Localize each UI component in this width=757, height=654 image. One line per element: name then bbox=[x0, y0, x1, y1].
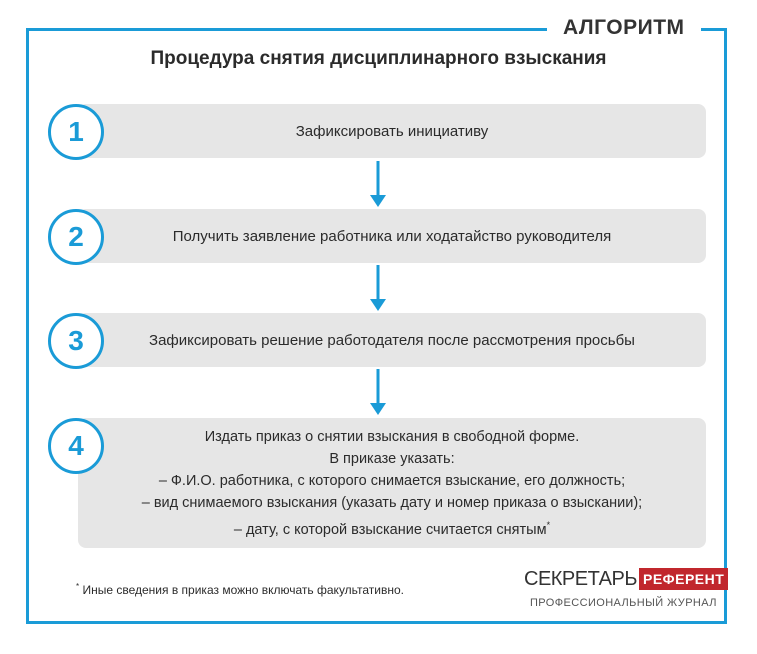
step-3-number-circle bbox=[48, 313, 104, 369]
brand-name-accent: РЕФЕРЕНТ bbox=[639, 568, 728, 590]
step-4-line: – Ф.И.О. работника, с которого снимается взыскание, его должность; bbox=[158, 472, 626, 489]
step-3-number: 3 bbox=[68, 325, 84, 356]
step-1-number: 1 bbox=[68, 116, 84, 147]
step-2-number-circle bbox=[48, 209, 104, 265]
footnote-reference: * bbox=[546, 519, 551, 530]
step-3-text: Зафиксировать решение работодателя после рассмотрения просьбы bbox=[149, 331, 635, 349]
arrow-down-icon bbox=[370, 369, 386, 415]
step-2-text: Получить заявление работника или ходатайство руководителя bbox=[172, 227, 612, 245]
step-4-line: – дату, с которой взыскание считается снятым bbox=[233, 521, 547, 538]
footnote-mark: * bbox=[76, 582, 80, 591]
step-3-box bbox=[78, 313, 706, 367]
step-4-number: 4 bbox=[68, 430, 84, 461]
step-4-line: В приказе указать: bbox=[329, 450, 455, 467]
step-4-line: – вид снимаемого взыскания (указать дату и номер приказа о взыскании); bbox=[141, 494, 643, 511]
arrow-down-icon bbox=[370, 265, 386, 311]
page-title: Процедура снятия дисциплинарного взыскания bbox=[150, 48, 607, 69]
brand-logo bbox=[524, 568, 728, 590]
step-1-text: Зафиксировать инициативу bbox=[295, 122, 489, 140]
step-4-number-circle bbox=[48, 418, 104, 474]
step-1-number-circle bbox=[48, 104, 104, 160]
brand-name-main: СЕКРЕТАРЬ bbox=[524, 568, 637, 590]
algorithm-tag: АЛГОРИТМ bbox=[547, 14, 701, 42]
step-4-line: Издать приказ о снятии взыскания в свободной форме. bbox=[204, 428, 580, 445]
step-2-number: 2 bbox=[68, 221, 84, 252]
step-2-box bbox=[78, 209, 706, 263]
step-1-box bbox=[78, 104, 706, 158]
step-4-line-last bbox=[142, 514, 642, 541]
step-4-box bbox=[78, 418, 706, 548]
brand-subtitle: ПРОФЕССИОНАЛЬНЫЙ ЖУРНАЛ bbox=[530, 597, 717, 609]
footnote-text: Иные сведения в приказ можно включать факультативно. bbox=[82, 583, 404, 597]
arrow-down-icon bbox=[370, 161, 386, 207]
footnote bbox=[76, 582, 404, 597]
